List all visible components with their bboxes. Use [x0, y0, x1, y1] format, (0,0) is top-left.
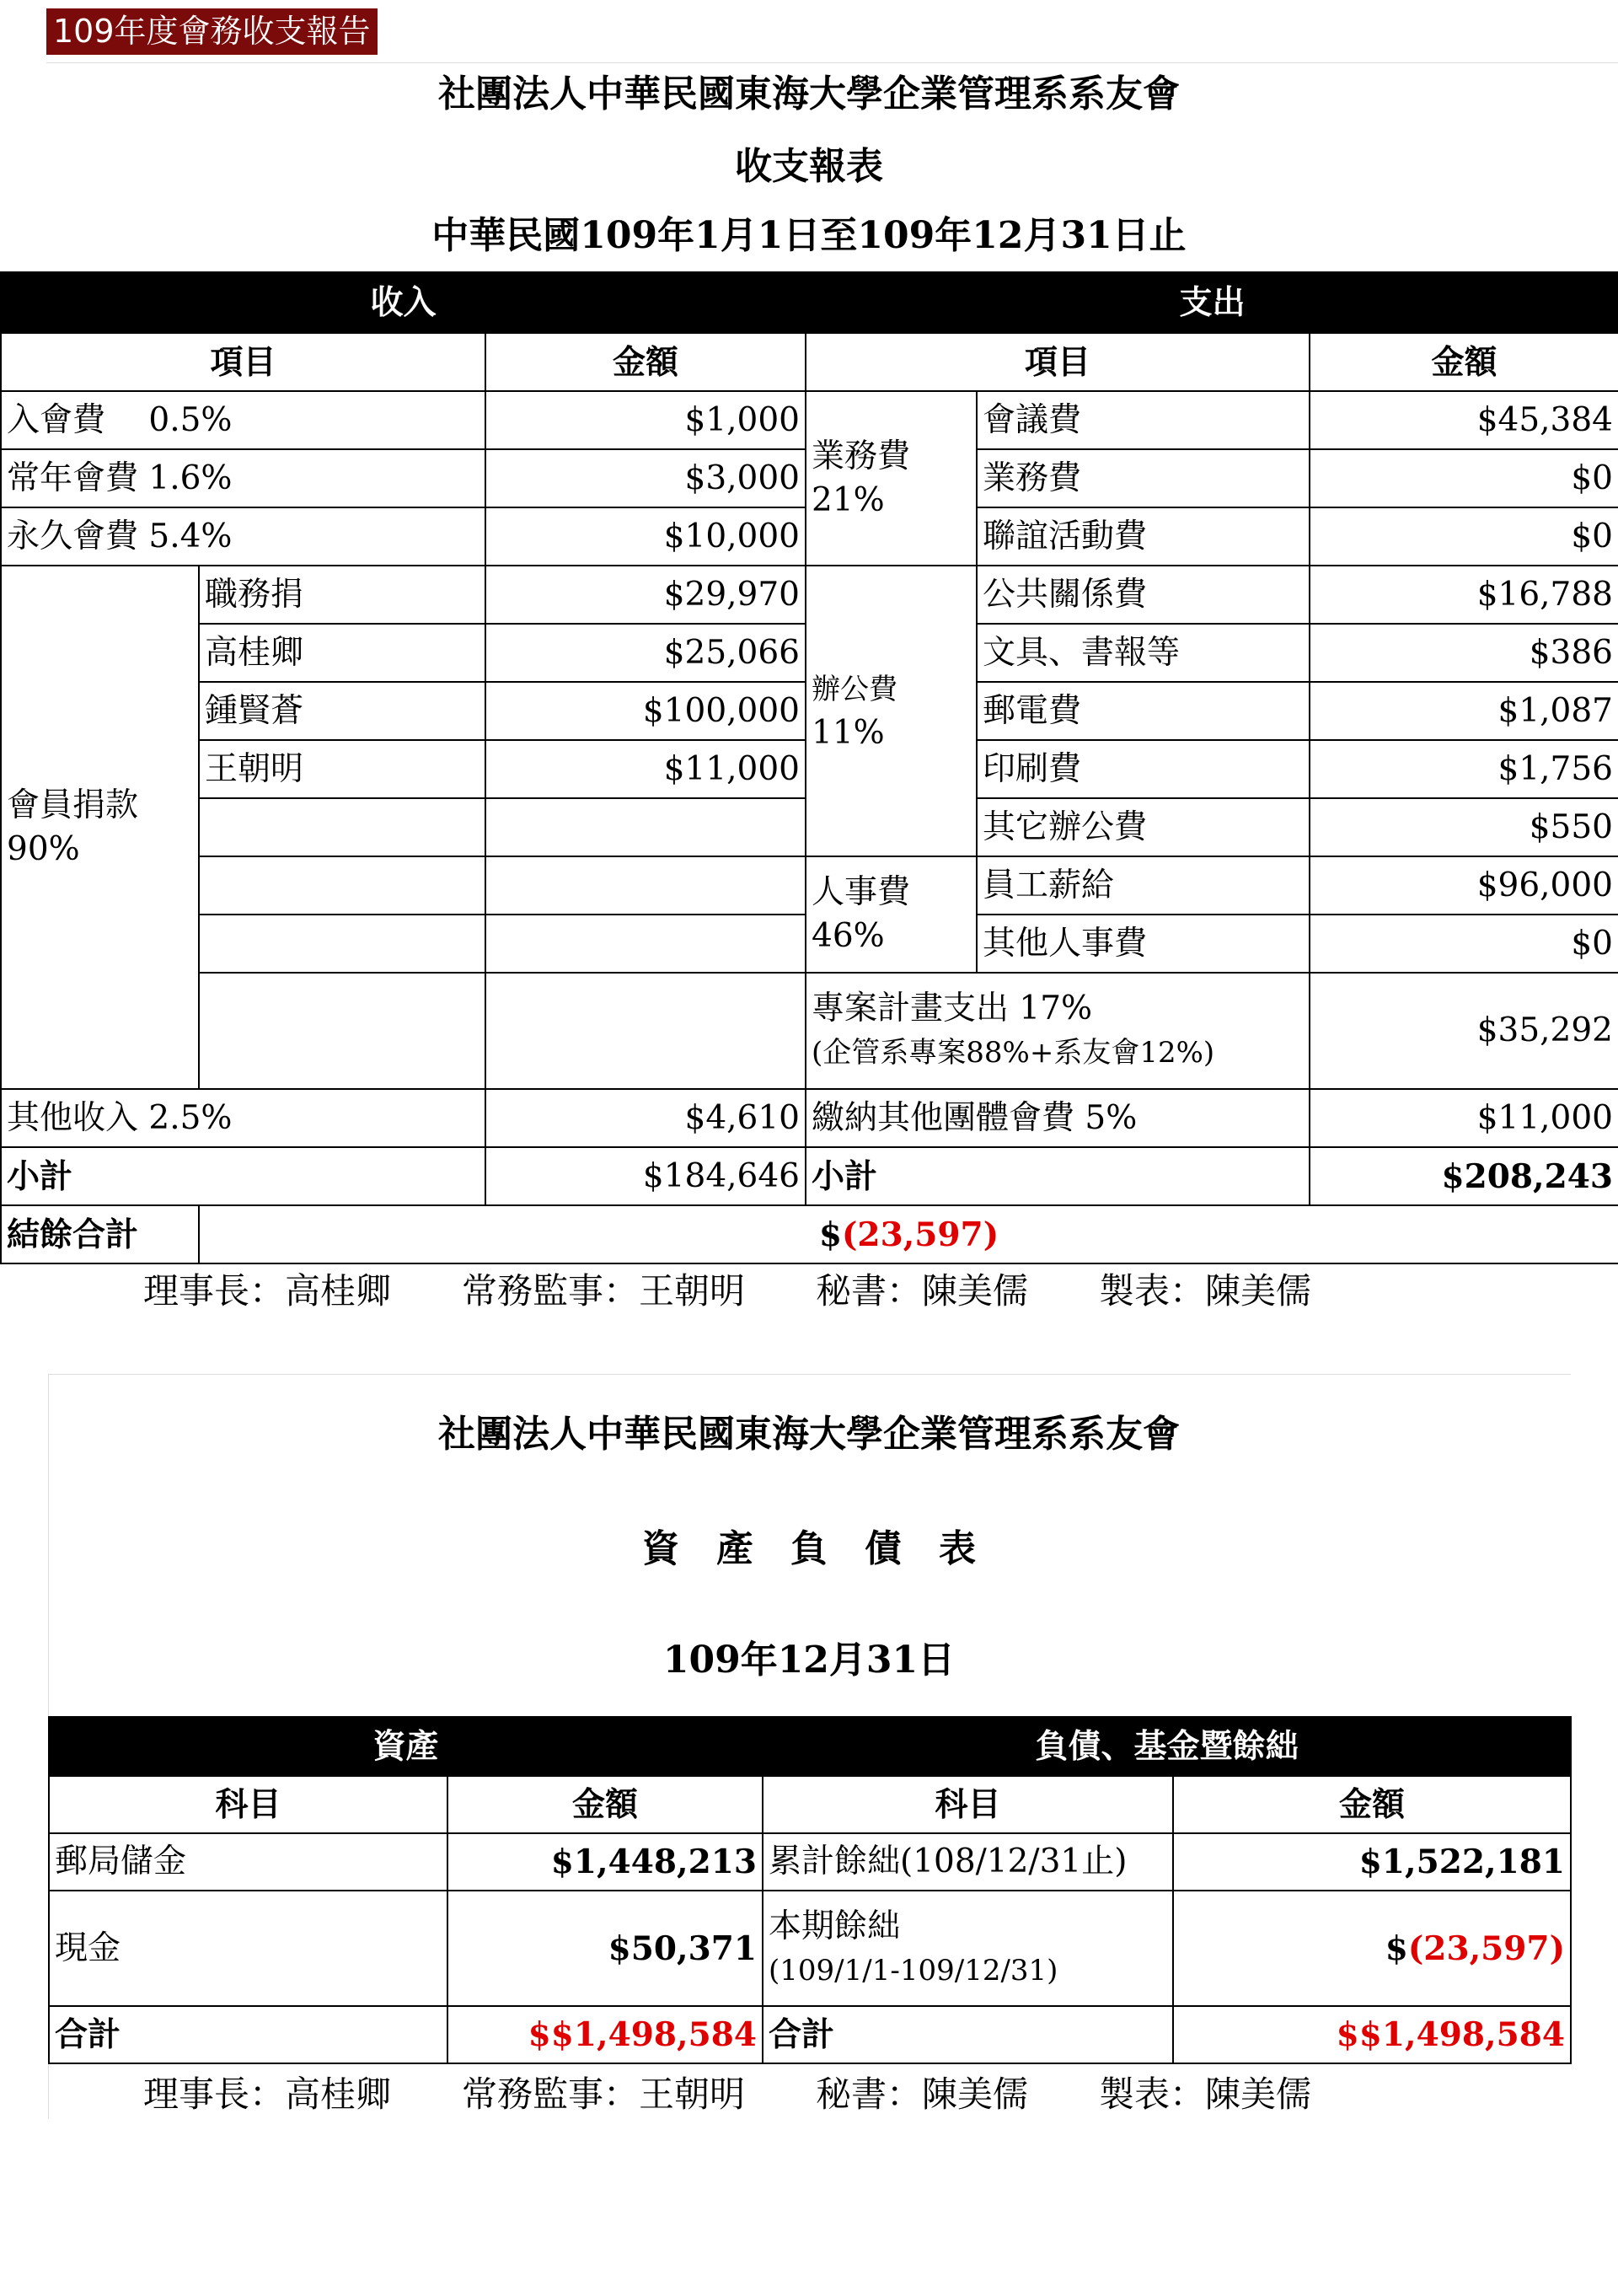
assets-col-subject: 科目	[49, 1776, 447, 1833]
expense-item-label: 印刷費	[977, 740, 1310, 798]
current-surplus-prefix: $	[1385, 1929, 1408, 1968]
report1-title: 收支報表	[735, 145, 883, 188]
donation-label: 高桂卿	[199, 624, 485, 682]
expense-item-amount: $96,000	[1310, 856, 1618, 915]
liab-total-amount: $$1,498,584	[1173, 2006, 1571, 2063]
personnel-group-label	[806, 856, 977, 973]
empty-cell	[485, 973, 806, 1089]
entry-fee-label: 入會費 0.5%	[1, 391, 485, 449]
postal-savings-amount: $1,448,213	[447, 1833, 763, 1891]
expense-item-label: 文具、書報等	[977, 624, 1310, 682]
expense-item-amount: $386	[1310, 624, 1618, 682]
expense-item-label: 聯誼活動費	[977, 507, 1310, 566]
project-expense-label	[806, 973, 1310, 1089]
current-surplus-label	[763, 1891, 1173, 2006]
permanent-fee-label: 永久會費 5.4%	[1, 507, 485, 566]
empty-cell	[199, 798, 485, 856]
donation-amount: $100,000	[485, 682, 806, 740]
donation-label: 王朝明	[199, 740, 485, 798]
liabilities-header: 負債、基金暨餘絀	[763, 1717, 1571, 1776]
donation-label: 職務捐	[199, 566, 485, 624]
liab-col-amount: 金額	[1173, 1776, 1571, 1833]
income-subtotal-amount: $184,646	[485, 1147, 806, 1205]
expense-item-amount: $45,384	[1310, 391, 1618, 449]
expense-item-amount: $1,756	[1310, 740, 1618, 798]
donation-group-name: 會員捐款	[7, 786, 139, 824]
dues-amount: $11,000	[1310, 1089, 1618, 1147]
empty-cell	[485, 798, 806, 856]
expense-header: 支出	[806, 272, 1618, 333]
balance-total	[199, 1205, 1618, 1263]
report2-title: 資 產 負 債 表	[642, 1527, 976, 1570]
donation-amount: $11,000	[485, 740, 806, 798]
donation-amount: $25,066	[485, 624, 806, 682]
personnel-group-percent: 46%	[812, 917, 885, 955]
current-surplus-period: (109/1/1-109/12/31)	[769, 1953, 1058, 1988]
report2-org: 社團法人中華民國東海大學企業管理系系友會	[438, 1413, 1180, 1456]
expense-item-amount: $0	[1310, 915, 1618, 973]
expense-item-amount: $0	[1310, 507, 1618, 566]
empty-cell	[199, 856, 485, 915]
office-group-label	[806, 566, 977, 856]
balance-label: 結餘合計	[1, 1205, 199, 1263]
expense-item-amount: $550	[1310, 798, 1618, 856]
annual-fee-amount: $3,000	[485, 449, 806, 507]
report2-date: 109年12月31日	[662, 1639, 956, 1682]
report1-period: 中華民國109年1月1日至109年12月31日止	[431, 214, 1187, 257]
liab-col-subject: 科目	[763, 1776, 1173, 1833]
expense-item-label: 公共關係費	[977, 566, 1310, 624]
dues-label: 繳納其他團體會費 5%	[806, 1089, 1310, 1147]
expense-item-label: 會議費	[977, 391, 1310, 449]
project-expense-amount: $35,292	[1310, 973, 1618, 1089]
balance-value: (23,597)	[841, 1215, 999, 1254]
expense-item-amount: $0	[1310, 449, 1618, 507]
business-group-percent: 21%	[812, 480, 885, 519]
expense-item-label: 其他人事費	[977, 915, 1310, 973]
empty-cell	[199, 973, 485, 1089]
other-income-label: 其他收入 2.5%	[1, 1089, 485, 1147]
income-header: 收入	[1, 272, 806, 333]
expense-col-amount: 金額	[1310, 333, 1618, 391]
expense-item-amount: $16,788	[1310, 566, 1618, 624]
business-group-label	[806, 391, 977, 566]
accumulated-surplus-label: 累計餘絀(108/12/31止)	[763, 1833, 1173, 1891]
expense-item-label: 業務費	[977, 449, 1310, 507]
income-subtotal-label: 小計	[1, 1147, 485, 1205]
office-group-name: 辦公費	[812, 672, 897, 706]
expense-col-item: 項目	[806, 333, 1310, 391]
donation-amount: $29,970	[485, 566, 806, 624]
balance-sheet-table	[48, 1716, 1572, 2064]
expense-subtotal-label: 小計	[806, 1147, 1310, 1205]
annual-fee-label: 常年會費 1.6%	[1, 449, 485, 507]
donation-group-label	[1, 566, 199, 1089]
expense-subtotal-amount: $208,243	[1310, 1147, 1618, 1205]
expense-item-label: 其它辦公費	[977, 798, 1310, 856]
empty-cell	[485, 856, 806, 915]
assets-total-amount: $$1,498,584	[447, 2006, 763, 2063]
expense-item-label: 員工薪給	[977, 856, 1310, 915]
other-income-amount: $4,610	[485, 1089, 806, 1147]
empty-cell	[485, 915, 806, 973]
assets-total-label: 合計	[49, 2006, 447, 2063]
balance-prefix: $	[818, 1215, 842, 1254]
income-col-item: 項目	[1, 333, 485, 391]
expense-item-label: 郵電費	[977, 682, 1310, 740]
assets-col-amount: 金額	[447, 1776, 763, 1833]
income-expense-table	[0, 271, 1618, 1264]
office-group-percent: 11%	[812, 713, 885, 752]
current-surplus-value: (23,597)	[1407, 1929, 1566, 1968]
donation-group-percent: 90%	[7, 829, 80, 868]
report1-org: 社團法人中華民國東海大學企業管理系系友會	[438, 72, 1180, 115]
liab-total-label: 合計	[763, 2006, 1173, 2063]
empty-cell	[199, 915, 485, 973]
postal-savings-label: 郵局儲金	[49, 1833, 447, 1891]
assets-header: 資產	[49, 1717, 763, 1776]
report-tag: 109年度會務收支報告	[46, 8, 378, 55]
cash-amount: $50,371	[447, 1891, 763, 2006]
entry-fee-amount: $1,000	[485, 391, 806, 449]
report1-signatures: 理事長：高桂卿 常務監事：王朝明 秘書：陳美儒 製表：陳美儒	[143, 1270, 1312, 1312]
top-divider	[46, 62, 1618, 63]
donation-label: 鍾賢蒼	[199, 682, 485, 740]
permanent-fee-amount: $10,000	[485, 507, 806, 566]
current-surplus-amount	[1173, 1891, 1571, 2006]
project-expense-name: 專案計畫支出 17%	[812, 990, 1093, 1027]
current-surplus-name: 本期餘絀	[769, 1907, 901, 1945]
project-expense-note: (企管系專案88%+系友會12%)	[812, 1036, 1215, 1070]
personnel-group-name: 人事費	[812, 873, 911, 911]
accumulated-surplus-amount: $1,522,181	[1173, 1833, 1571, 1891]
cash-label: 現金	[49, 1891, 447, 2006]
business-group-name: 業務費	[812, 437, 911, 475]
expense-item-amount: $1,087	[1310, 682, 1618, 740]
income-col-amount: 金額	[485, 333, 806, 391]
report2-signatures: 理事長：高桂卿 常務監事：王朝明 秘書：陳美儒 製表：陳美儒	[143, 2073, 1312, 2115]
